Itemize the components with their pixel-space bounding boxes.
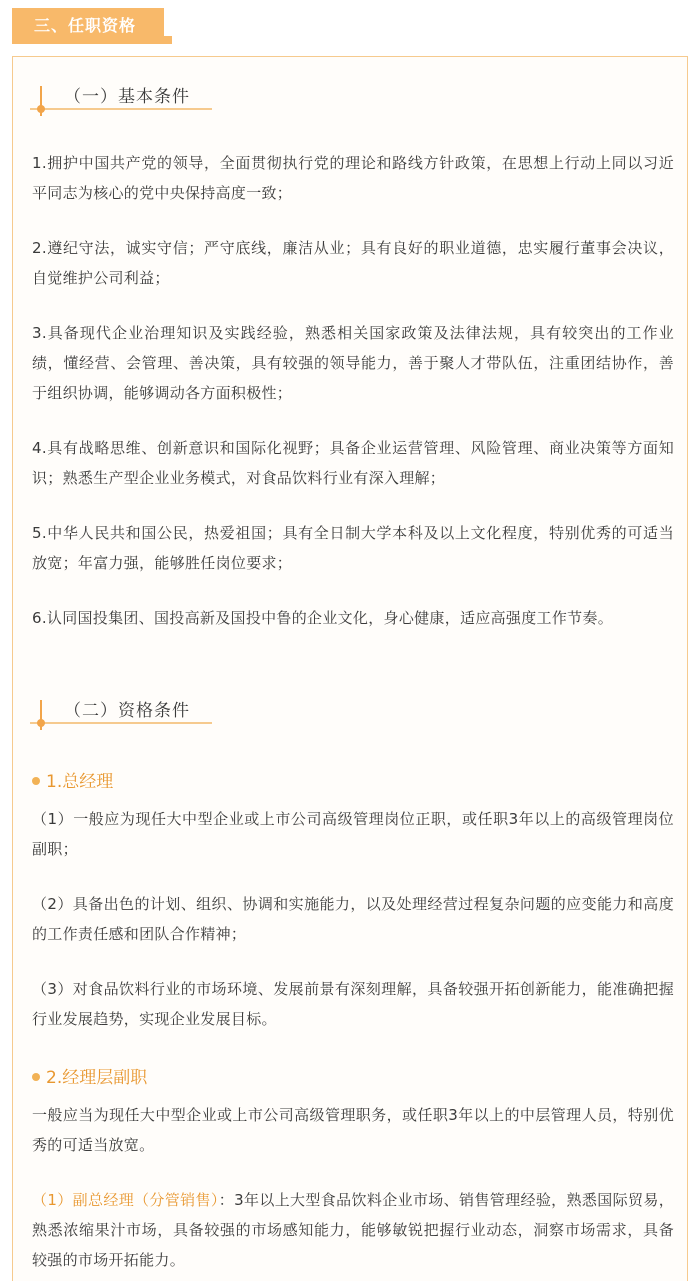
gm-heading	[32, 767, 113, 791]
deputy-intro: 一般应当为现任大中型企业或上市公司高级管理职务，或任职3年以上的中层管理人员，特别优秀的可适当放宽。	[32, 1106, 674, 1154]
heading-knot-icon	[37, 719, 45, 727]
heading-underline	[30, 108, 212, 110]
subheading-basic-label: （一）基本条件	[64, 87, 190, 107]
deputy-sales-item	[32, 1185, 674, 1275]
deputy-heading	[32, 1063, 147, 1087]
basic-item-5: 5.中华人民共和国公民，热爱祖国；具有全日制大学本科及以上文化程度，特别优秀的可适当放宽；年富力强，能够胜任岗位要求；	[32, 524, 674, 572]
bullet-dot-icon	[32, 777, 40, 785]
section-title-tab	[12, 8, 164, 44]
deputy-title: 2.经理层副职	[46, 1068, 148, 1088]
basic-item-6: 6.认同国投集团、国投高新及国投中鲁的企业文化，身心健康，适应高强度工作节奏。	[32, 609, 614, 627]
gm-item-3: （3）对食品饮料行业的市场环境、发展前景有深刻理解，具备较强开拓创新能力，能准确把握行业发展趋势，实现企业发展目标。	[32, 980, 674, 1028]
gm-title: 1.总经理	[46, 772, 114, 792]
bullet-dot-icon	[32, 1073, 40, 1081]
decorative-square	[164, 36, 172, 44]
basic-item-3: 3.具备现代企业治理知识及实践经验，熟悉相关国家政策及法律法规，具有较突出的工作业绩，懂经营、会管理、善决策，具有较强的领导能力，善于聚人才带队伍，注重团结协作，善于组织协调，能够调动各方面积极性；	[32, 324, 674, 402]
section-title: 三、任职资格	[34, 16, 137, 35]
deputy-sales-label: （1）副总经理（分管销售）	[32, 1191, 219, 1209]
basic-item-1: 1.拥护中国共产党的领导，全面贯彻执行党的理论和路线方针政策，在思想上行动上同以习近平同志为核心的党中央保持高度一致；	[32, 154, 674, 202]
gm-item-1: （1）一般应为现任大中型企业或上市公司高级管理岗位正职，或任职3年以上的高级管理岗位副职；	[32, 810, 674, 858]
heading-underline	[30, 722, 212, 724]
gm-item-2: （2）具备出色的计划、组织、协调和实施能力，以及处理经营过程复杂问题的应变能力和高度的工作责任感和团队合作精神；	[32, 895, 674, 943]
heading-knot-icon	[37, 105, 45, 113]
subheading-qualification-label: （二）资格条件	[64, 701, 190, 721]
deputy-sales-text: ：3年以上大型食品饮料企业市场、销售管理经验，熟悉国际贸易，熟悉浓缩果汁市场，具备较强的市场感知能力，能够敏锐把握行业动态，洞察市场需求，具备较强的市场开拓能力。	[32, 1191, 674, 1269]
basic-item-2: 2.遵纪守法，诚实守信；严守底线，廉洁从业；具有良好的职业道德，忠实履行董事会决议，自觉维护公司利益；	[32, 239, 674, 287]
basic-item-4: 4.具有战略思维、创新意识和国际化视野；具备企业运营管理、风险管理、商业决策等方面知识；熟悉生产型企业业务模式，对食品饮料行业有深入理解；	[32, 439, 674, 487]
